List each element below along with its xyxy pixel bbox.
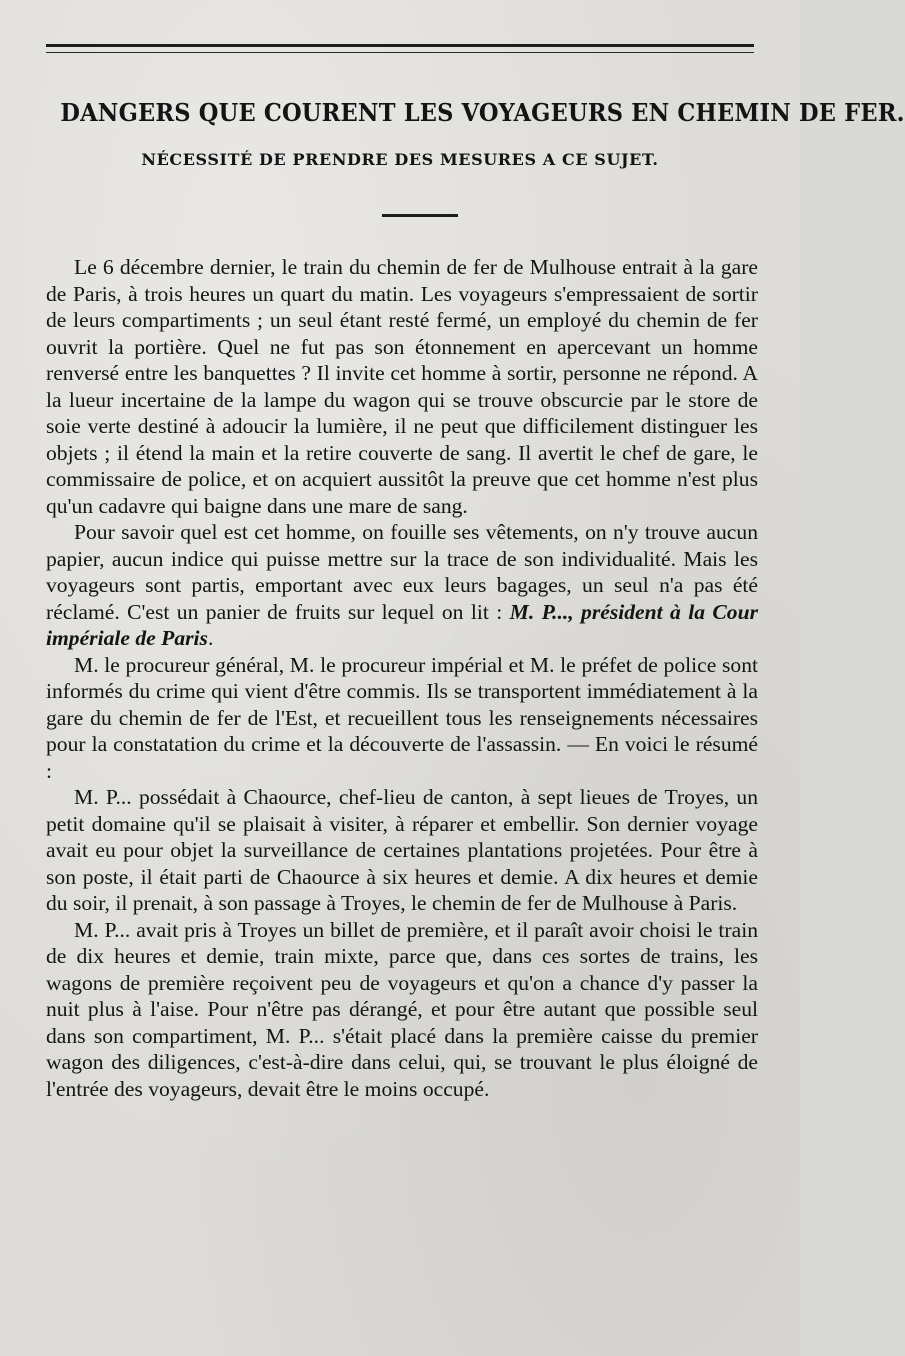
paragraph-3: M. le procureur général, M. le procureur impérial et M. le préfet de police sont informés du crime qui vient d'être commis. Ils se transportent immédiatement à la gare du chemin de fer de l'Est, et recueillent tous les renseignements nécessaires pour la constatation du crime et la découverte de l'assassin. — En voici le résumé :: [46, 652, 758, 783]
article-body: [46, 254, 758, 1102]
article-title: DANGERS QUE COURENT LES VOYAGEURS EN CHEMIN DE FER.: [60, 98, 905, 127]
paragraph-4: M. P... possédait à Chaource, chef-lieu de canton, à sept lieues de Troyes, un petit domaine qu'il se plaisait à visiter, à réparer et embellir. Son dernier voyage avait eu pour objet la surveillance de certaines plantations projetées. Pour être à son poste, il était parti de Chaource à six heures et demie. A dix heures et demie du soir, il prenait, à son passage à Troyes, le chemin de fer de Mulhouse à Paris.: [46, 785, 758, 915]
paragraph-2-italic-label: M. P..., président à la Cour impériale de Paris: [46, 599, 759, 650]
paragraph-1: Le 6 décembre dernier, le train du chemin de fer de Mulhouse entrait à la gare de Paris, à trois heures un quart du matin. Les voyageurs s'empressaient de sortir de leurs compartiments ; un seul étant resté fermé, un employé du chemin de fer ouvrit la portière. Quel ne fut pas son étonnement en apercevant un homme renversé entre les banquettes ? Il invite cet homme à sortir, personne ne répond. A la lueur incertaine de la lampe du wagon qui se trouve obscurcie par le store de soie verte destiné à adoucir la lumière, il ne peut que difficilement distinguer les objets ; il étend la main et la retire couverte de sang. Il avertit le chef de gare, le commissaire de police, et on acquiert aussitôt la preuve que cet homme n'est plus qu'un cadavre qui baigne dans une mare de sang.: [46, 255, 758, 518]
header-double-rule: [46, 44, 754, 47]
paragraph-2-after: .: [207, 626, 214, 650]
paragraph-5: M. P... avait pris à Troyes un billet de première, et il paraît avoir choisi le train de dix heures et demie, train mixte, parce que, dans ces sortes de trains, les wagons de première reçoivent peu de voyageurs et qu'on a chance d'y passer la nuit plus à l'aise. Pour n'être pas dérangé, et pour être autant que possible seul dans son compartiment, M. P... s'était placé dans la première caisse du premier wagon des diligences, c'est-à-dire dans celui, qui, se trouvant le plus éloigné de l'entrée des voyageurs, devait être le moins occupé.: [46, 917, 758, 1101]
paragraph-2-text: Pour savoir quel est cet homme, on fouille ses vêtements, on n'y trouve aucun papier, aucun indice qui puisse mettre sur la trace de son individualité. Mais les voyageurs sont partis, emportant avec eux leurs bagages, un seul n'a pas été réclamé. C'est un panier de fruits sur lequel on lit :: [46, 520, 758, 624]
header-thin-rule: [46, 52, 754, 53]
title-separator-rule: [382, 214, 458, 217]
article-subtitle: NÉCESSITÉ DE PRENDRE DES MESURES A CE SUJET.: [141, 150, 659, 169]
paragraph-2: [46, 519, 758, 652]
